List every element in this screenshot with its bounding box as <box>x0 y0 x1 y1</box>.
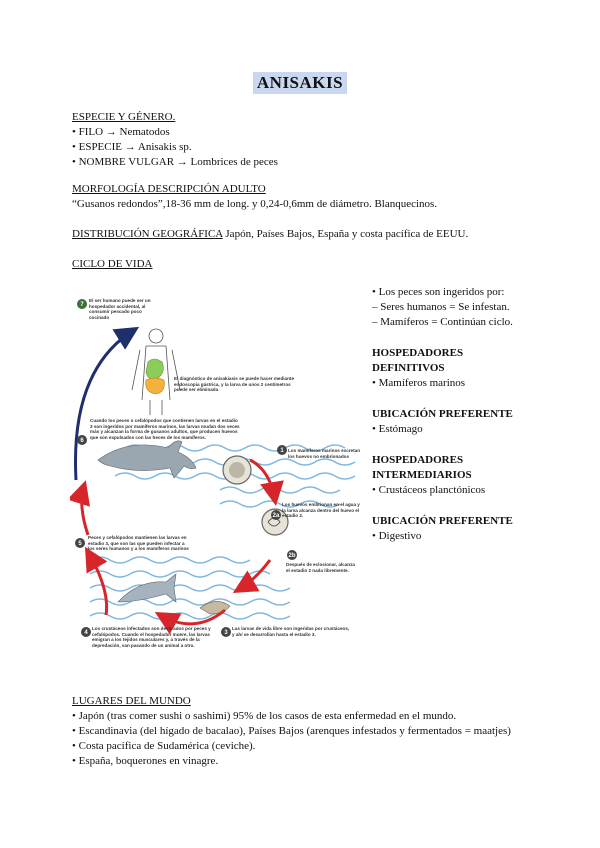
step-badge <box>75 538 85 548</box>
step-caption: Los huevos embrionan en el agua y la larva alcanza dentro del huevo el estadio 2. <box>282 502 360 518</box>
egg-icon <box>223 456 288 535</box>
step-caption: Los mamíferos marinos excretan los huevos no embrionados <box>288 448 360 459</box>
svg-text:1: 1 <box>280 448 284 454</box>
step-badge <box>287 550 297 560</box>
especie-item: • FILO → Nematodos <box>72 126 170 138</box>
ciclo-heading: CICLO DE VIDA <box>72 258 153 270</box>
morfologia-heading: MORFOLOGÍA DESCRIPCIÓN ADULTO <box>72 183 266 195</box>
step-badge <box>277 445 287 455</box>
ubicacion-item: • Digestivo <box>372 530 422 542</box>
svg-text:2a: 2a <box>272 513 280 519</box>
step-caption: Peces y cefalópodos mantienen las larvas en estadio 3, que son las que pueden infectar a los seres humanos y a los mamíferos marinos <box>88 535 189 551</box>
svg-text:3: 3 <box>224 630 228 636</box>
step-caption: Después de eclosionar, alcanza el estadio 2 nada libremente. <box>286 562 355 573</box>
svg-text:7: 7 <box>80 302 84 308</box>
step-caption: Cuando los peces o cefalópodos que contienen larvas en el estadio 3 son ingeridos por mamíferos marinos, las larvas mudan dos veces más y alcanzan la forma de gusanos adultos, que producen huevos que son expulsados con las heces de los mamíferos. <box>90 418 240 440</box>
distribucion-heading: DISTRIBUCIÓN GEOGRÁFICA <box>72 228 223 240</box>
cycle-arrow <box>250 460 275 500</box>
svg-text:2b: 2b <box>288 553 296 559</box>
step-caption: El diagnóstico de anisakiasis se puede hacer mediante endoscopia gástrica, y la larva de unos 2 centímetros puede ser eliminada <box>174 376 294 392</box>
life-cycle-diagram <box>70 290 360 670</box>
page-title: ANISAKIS <box>0 72 600 94</box>
intro-line: – Seres humanos = Se infestan. <box>372 301 510 313</box>
hospedadores-intermediarios-heading: HOSPEDADORES INTERMEDIARIOS <box>372 454 472 481</box>
cycle-arrow <box>82 486 88 535</box>
krill-icon <box>200 601 230 614</box>
especie-section <box>72 110 278 170</box>
morfologia-section <box>72 182 437 212</box>
ubicacion-item: • Estómago <box>372 423 423 435</box>
right-column <box>372 285 572 544</box>
fish-icon <box>118 574 176 602</box>
step-caption: Las larvas de vida libre son ingeridas por crustáceos, y ahí se desarrollan hasta el estadio 3. <box>232 626 350 637</box>
ubicacion-heading: UBICACIÓN PREFERENTE <box>372 515 513 527</box>
especie-heading: ESPECIE Y GÉNERO. <box>72 111 176 123</box>
hospedadores-definitivos-item: • Mamíferos marinos <box>372 377 466 389</box>
hospedadores-intermediarios-item: • Crustáceos planctónicos <box>372 484 486 496</box>
step-badge <box>81 627 91 637</box>
morfologia-text: “Gusanos redondos”,18-36 mm de long. y 0,24-0,6mm de diámetro. Blanquecinos. <box>72 198 438 210</box>
ciclo-section <box>72 257 152 272</box>
step-caption: El ser humano puede ser un hospedador accidental, al consumir pescado poco cocinado <box>89 298 151 320</box>
step-caption: Los crustáceos infectados son devorados por peces y cefalópodos. Cuando el hospedador muere, las larvas emigran a los tejidos musculares y, a través de la depredación, van pasando de un animal a otro. <box>92 626 211 648</box>
step-badge <box>77 435 87 445</box>
especie-item: • ESPECIE → Anisakis sp. <box>72 141 192 153</box>
svg-text:5: 5 <box>78 541 82 547</box>
step-badge <box>77 299 87 309</box>
intro-line: – Mamíferos = Continúan ciclo. <box>372 316 513 328</box>
step-badge <box>271 510 281 520</box>
distribucion-section <box>72 227 468 242</box>
lugares-item: • Japón (tras comer sushi o sashimi) 95% de los casos de esta enfermedad en el mundo. <box>72 710 457 722</box>
especie-item: • NOMBRE VULGAR → Lombrices de peces <box>72 156 278 168</box>
lugares-section <box>72 694 511 769</box>
svg-text:6: 6 <box>80 438 84 444</box>
ubicacion-heading: UBICACIÓN PREFERENTE <box>372 408 513 420</box>
hospedadores-definitivos-heading: HOSPEDADORES DEFINITIVOS <box>372 347 464 374</box>
lugares-item: • Escandinavia (del hígado de bacalao), Países Bajos (arenques infestados y fermentados = maatjes) <box>72 725 511 737</box>
lugares-item: • Costa pacífica de Sudamérica (ceviche). <box>72 740 256 752</box>
step-badge <box>221 627 231 637</box>
intro-line: • Los peces son ingeridos por: <box>372 286 505 298</box>
svg-text:4: 4 <box>84 630 88 636</box>
distribucion-text: Japón, Países Bajos, España y costa pacífica de EEUU. <box>222 228 469 240</box>
lugares-item: • España, boquerones en vinagre. <box>72 755 219 767</box>
lugares-heading: LUGARES DEL MUNDO <box>72 695 191 707</box>
